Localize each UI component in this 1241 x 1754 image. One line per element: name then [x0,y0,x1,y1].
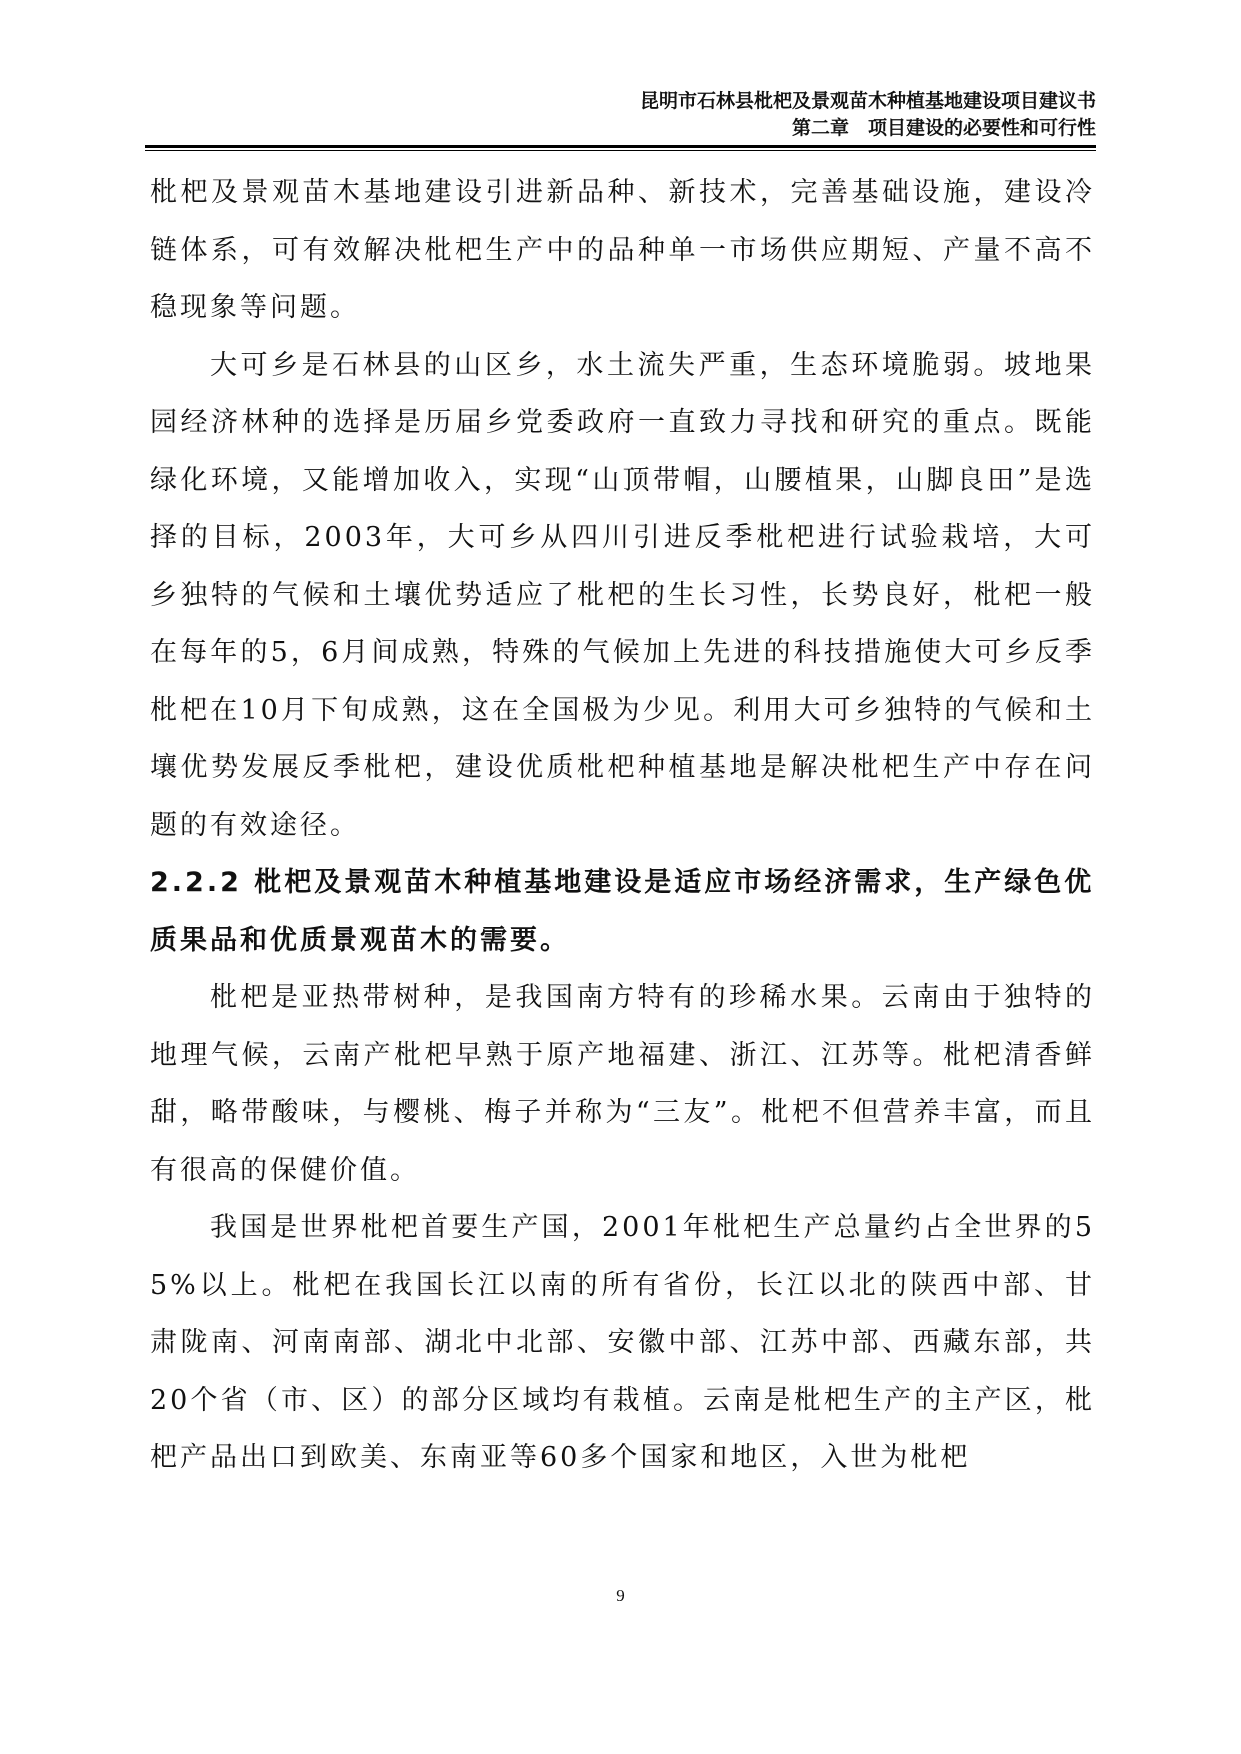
document-title: 昆明市石林县枇杷及景观苗木种植基地建设项目建议书 [639,90,1096,112]
section-heading-2-2-2: 2.2.2 枇杷及景观苗木种植基地建设是适应市场经济需求，生产绿色优质果品和优质景观苗木的需要。 [150,867,1095,956]
page-number: 9 [616,1586,625,1605]
page-header [145,88,1096,142]
paragraph-dake-township: 大可乡是石林县的山区乡，水土流失严重，生态环境脆弱。坡地果园经济林种的选择是历届乡党委政府一直致力寻找和研究的重点。既能绿化环境，又能增加收入，实现“山顶带帽，山腰植果，山脚良田”是选择的目标，2003年，大可乡从四川引进反季枇杷进行试验栽培，大可乡独特的气候和土壤优势适应了枇杷的生长习性，长势良好，枇杷一般在每年的5，6月间成熟，特殊的气候加上先进的科技措施使大可乡反季枇杷在10月下旬成熟，这在全国极为少见。利用大可乡独特的气候和土壤优势发展反季枇杷，建设优质枇杷种植基地是解决枇杷生产中存在问题的有效途径。 [150,349,1095,841]
chapter-title: 第二章 项目建设的必要性和可行性 [791,117,1096,139]
page-body [150,164,1095,1487]
paragraph-loquat-production: 我国是世界枇杷首要生产国，2001年枇杷生产总量约占全世界的55%以上。枇杷在我国长江以南的所有省份，长江以北的陕西中部、甘肃陇南、河南南部、湖北中北部、安徽中部、江苏中部、西藏东部，共20个省（市、区）的部分区域均有栽植。云南是枇杷生产的主产区，枇杷产品出口到欧美、东南亚等60多个国家和地区，入世为枇杷 [150,1212,1095,1473]
header-rule-thin [145,150,1096,151]
header-rule-thick [145,145,1096,148]
paragraph-continued: 枇杷及景观苗木基地建设引进新品种、新技术，完善基础设施，建设冷链体系，可有效解决枇杷生产中的品种单一市场供应期短、产量不高不稳现象等问题。 [150,177,1095,323]
paragraph-loquat-intro: 枇杷是亚热带树种，是我国南方特有的珍稀水果。云南由于独特的地理气候，云南产枇杷早熟于原产地福建、浙江、江苏等。枇杷清香鲜甜，略带酸味，与樱桃、梅子并称为“三友”。枇杷不但营养丰富，而且有很高的保健价值。 [150,982,1095,1186]
